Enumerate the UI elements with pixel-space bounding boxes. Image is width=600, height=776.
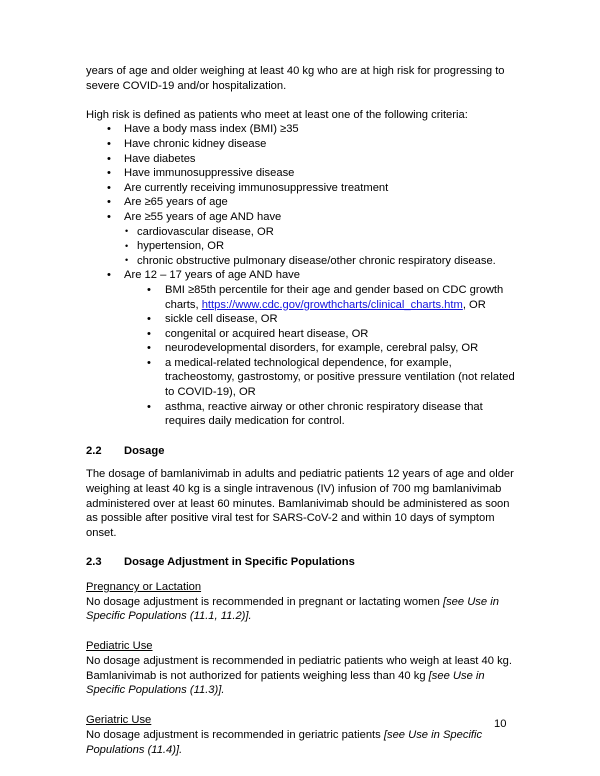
list-item-label: hypertension, OR (137, 240, 225, 253)
list-item-label: Have diabetes (124, 152, 196, 165)
spacer (86, 458, 516, 467)
bullet-icon: • (107, 269, 111, 282)
bullet-icon: • (147, 283, 151, 296)
spacer (86, 429, 516, 444)
list-item (86, 122, 516, 137)
subsection-heading: Pregnancy or Lactation (86, 581, 202, 593)
subsection-text: No dosage adjustment is recommended in pregnant or lactating women (86, 595, 443, 608)
list-item-label: a medical-related technological dependence, for example, tracheostomy, gastrostomy, or positive pressure ventilation (not related to COVID-19), OR (165, 356, 515, 399)
list-item (124, 312, 516, 327)
bullet-icon: • (107, 167, 111, 180)
criteria-sublist-deep (124, 283, 516, 429)
list-item (86, 195, 516, 210)
spacer (86, 540, 516, 555)
list-item (86, 166, 516, 181)
subsection-pediatric-body (86, 654, 516, 698)
section-title: Dosage Adjustment in Specific Populations (124, 556, 355, 569)
bullet-icon: • (147, 327, 151, 340)
list-item-label: cardiovascular disease, OR (137, 225, 274, 238)
list-item-label: chronic obstructive pulmonary disease/other chronic respiratory disease. (137, 254, 496, 267)
page-content (86, 64, 516, 757)
subsection-text: No dosage adjustment is recommended in geriatric patients (86, 728, 384, 741)
list-item (124, 327, 516, 342)
subsection-heading: Geriatric Use (86, 714, 152, 727)
section-heading-2-2 (86, 444, 516, 459)
list-item (124, 225, 516, 240)
bullet-icon: • (125, 226, 129, 237)
section-2-2-body: The dosage of bamlanivimab in adults and pediatric patients 12 years of age and older weighing at least 40 kg is a single intravenous (IV) infusion of 700 mg bamlanivimab administered over at least 60 minutes. Bamlanivimab should be administered as soon as possible after positive viral test for SARS-CoV-2 and within 10 days of symptom onset. (86, 468, 514, 539)
list-item (86, 268, 516, 429)
section-title: Dosage (124, 444, 165, 457)
list-item (124, 400, 516, 429)
list-item (124, 283, 516, 312)
bullet-icon: • (147, 342, 151, 355)
list-item-label: Have immunosuppressive disease (124, 167, 295, 180)
criteria-sublist (124, 225, 516, 269)
list-item-label: Are ≥65 years of age (124, 196, 228, 209)
spacer (86, 624, 516, 639)
bullet-icon: • (107, 137, 111, 150)
criteria-list (86, 122, 516, 428)
bullet-icon: • (107, 210, 111, 223)
cross-reference: [see Use in Specific Populations (11.3)]. (86, 669, 485, 697)
list-item-label: Have a body mass index (BMI) ≥35 (124, 123, 299, 136)
subsection-heading: Pediatric Use (86, 640, 153, 653)
list-item-text-pre: BMI ≥85th percentile for their age and gender based on CDC growth charts, (165, 283, 504, 311)
bullet-icon: • (147, 356, 151, 369)
list-item-label: Are ≥55 years of age AND have (124, 210, 282, 223)
subsection-text: No dosage adjustment is recommended in pediatric patients who weigh at least 40 kg. Bamlanivimab is not authorized for patients weighing less than 40 kg (86, 654, 512, 682)
intro-paragraph-2: High risk is defined as patients who meet at least one of the following criteria: (86, 108, 468, 121)
list-item-label: Have chronic kidney disease (124, 137, 267, 150)
subsection-pregnancy-body (86, 595, 516, 624)
spacer (86, 698, 516, 713)
list-item (86, 137, 516, 152)
cross-reference: [see Use in Specific Populations (11.1, 11.2)]. (86, 595, 499, 623)
bullet-icon: • (107, 196, 111, 209)
bullet-icon: • (125, 240, 129, 251)
list-item-label: Are 12 – 17 years of age AND have (124, 269, 301, 282)
subsection-pediatric-heading-wrap (86, 638, 516, 654)
list-item (86, 210, 516, 268)
list-item-label: Are currently receiving immunosuppressive treatment (124, 181, 389, 194)
list-item (86, 181, 516, 196)
list-item-label: sickle cell disease, OR (165, 313, 278, 326)
section-heading-2-3 (86, 555, 516, 570)
bullet-icon: • (107, 123, 111, 136)
bullet-icon: • (125, 255, 129, 266)
list-item (124, 254, 516, 269)
intro-paragraph-1: years of age and older weighing at least 40 kg who are at high risk for progressing to severe COVID-19 and/or hospitalization. (86, 65, 505, 92)
list-item (86, 152, 516, 167)
spacer (86, 570, 516, 579)
list-item (124, 356, 516, 400)
list-item (124, 239, 516, 254)
spacer (86, 93, 516, 108)
cdc-growth-charts-link[interactable]: https://www.cdc.gov/growthcharts/clinical_charts.htm (201, 298, 463, 311)
list-item-label: congenital or acquired heart disease, OR (165, 327, 369, 340)
bullet-icon: • (107, 152, 111, 165)
cross-reference: [see Use in Specific Populations (11.4)]. (86, 728, 483, 756)
list-item (124, 341, 516, 356)
section-number: 2.3 (86, 556, 102, 569)
subsection-geriatric-body (86, 728, 516, 757)
list-item-text-post: , OR (462, 298, 486, 311)
subsection-geriatric-heading-wrap (86, 712, 516, 728)
subsection-pregnancy-heading-wrap (86, 579, 516, 595)
list-item-label: neurodevelopmental disorders, for example, cerebral palsy, OR (165, 342, 479, 355)
bullet-icon: • (107, 181, 111, 194)
page-number: 10 (494, 718, 507, 730)
list-item-label: asthma, reactive airway or other chronic respiratory disease that requires daily medication for control. (165, 400, 483, 428)
bullet-icon: • (147, 313, 151, 326)
bullet-icon: • (147, 400, 151, 413)
section-number: 2.2 (86, 444, 102, 457)
